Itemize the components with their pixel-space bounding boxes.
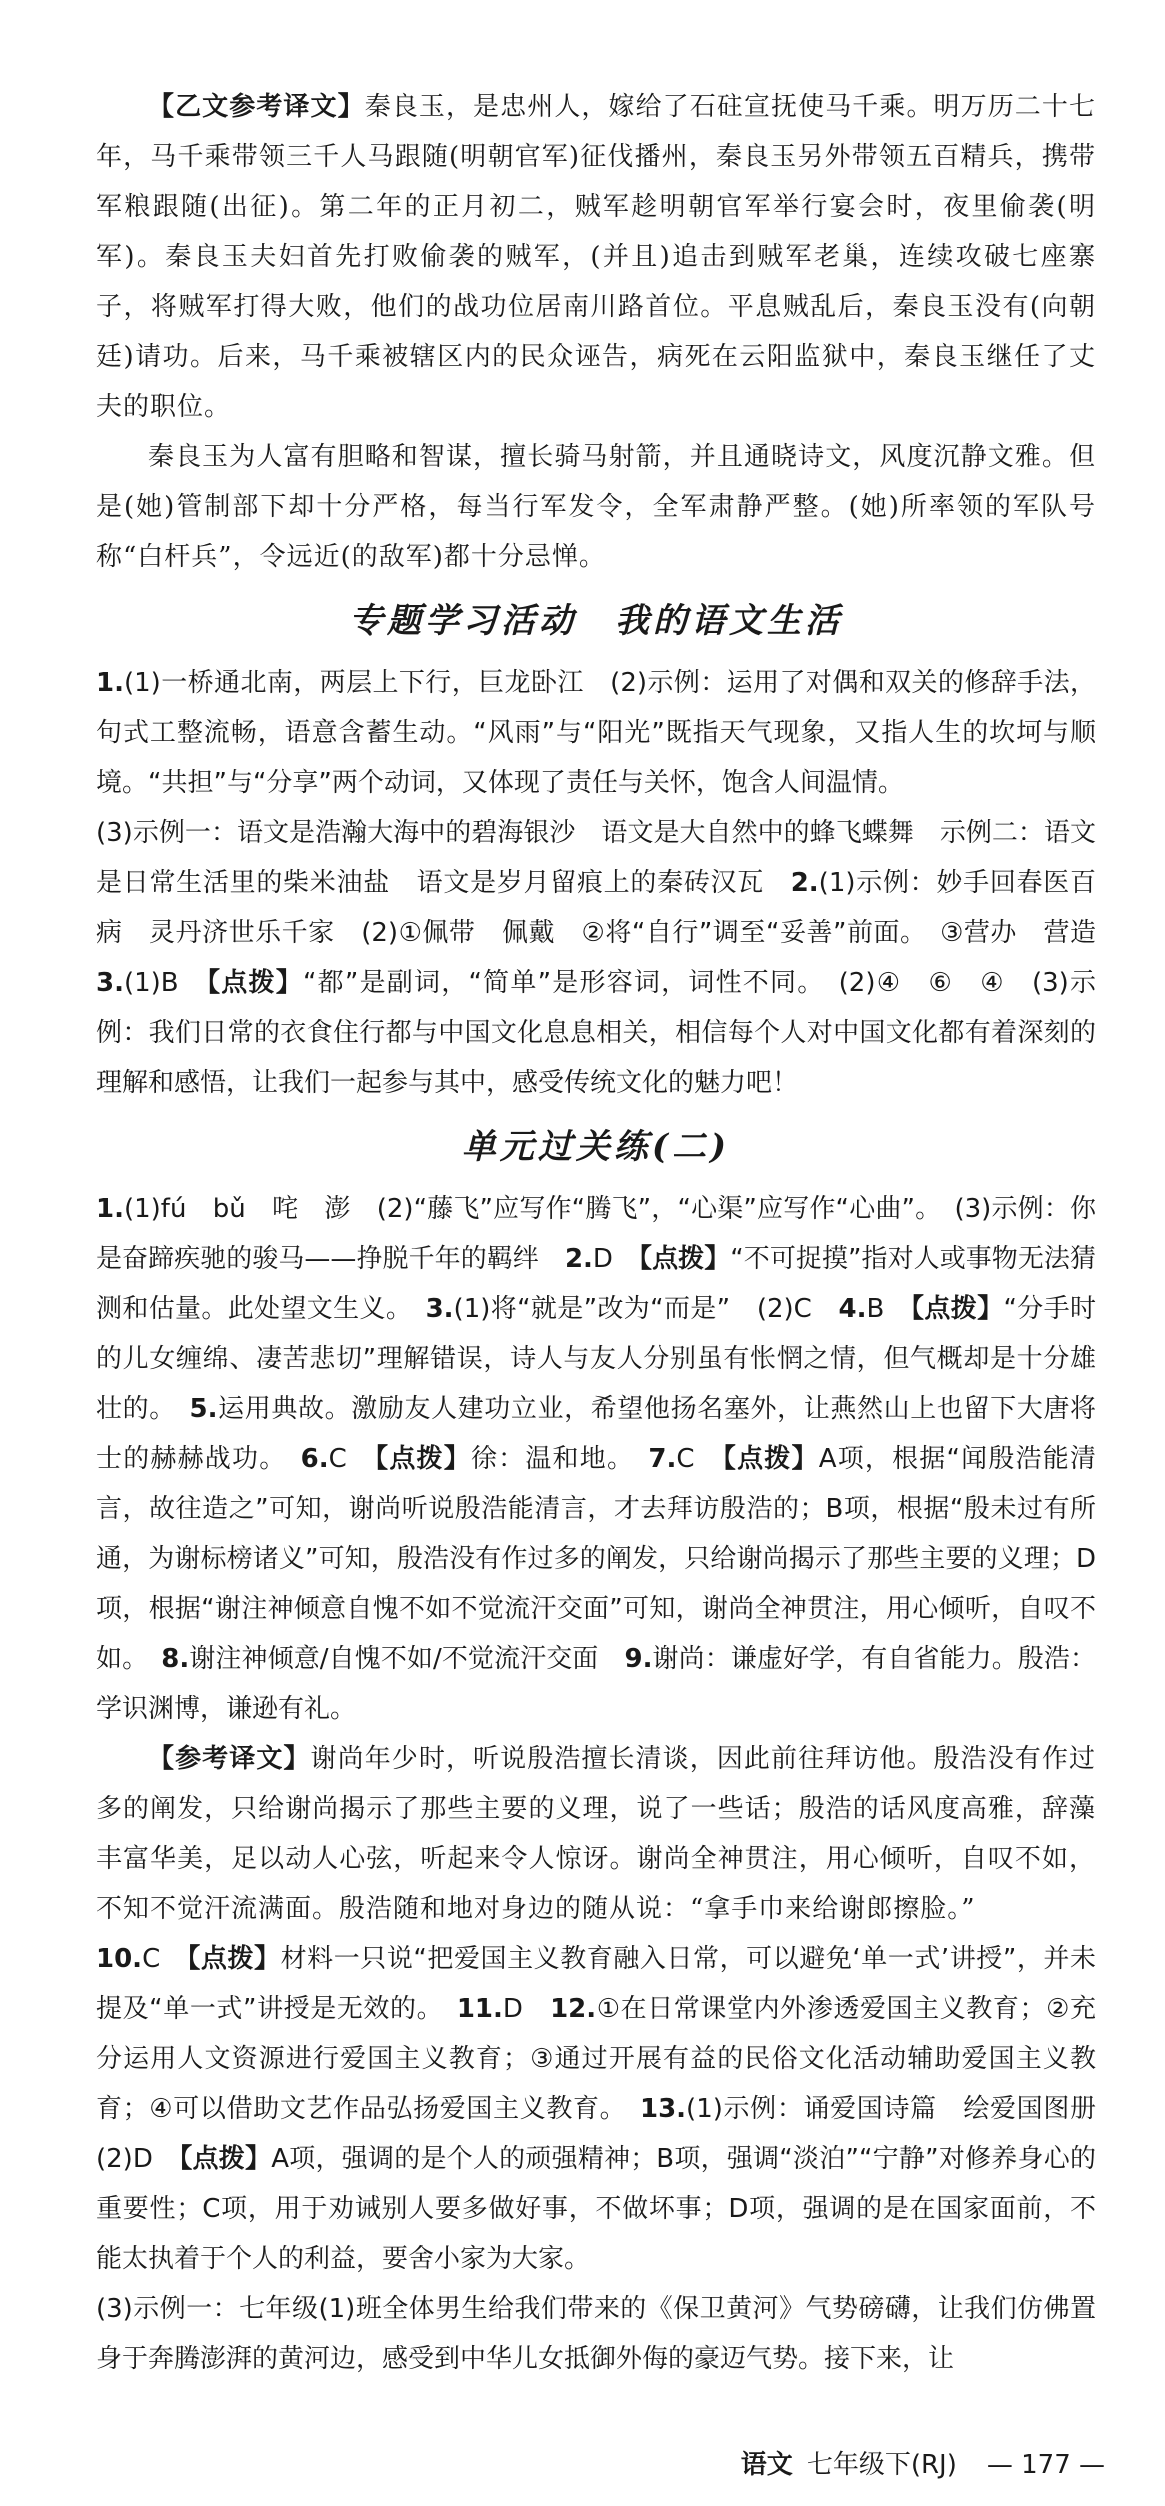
answer-text: (1)将“就是”改为“而是” (2)C [453, 1294, 839, 1324]
question-number: 5. [189, 1394, 218, 1424]
answer-text: “不可捉摸”指对人或事物无法猜测和估量。此处望文生义。 [96, 1244, 1096, 1324]
question-number: 6. [300, 1444, 329, 1474]
section-heading: 专题学习活动 我的语文生活 [349, 601, 843, 641]
question-number: 3. [425, 1294, 454, 1324]
translation-paragraph-1 [96, 82, 1096, 432]
answer-text: (1)fú bǔ 咤 澎 (2)“藤飞”应写作“腾飞”，“心渠”应写作“心曲”。 (3)示例：你是奋蹄疾驰的骏马——挣脱千年的羁绊 [96, 1194, 1096, 1274]
answer-text: 徐：温和地。 [470, 1444, 649, 1474]
question-number: 2. [790, 868, 819, 898]
question-number: 7. [648, 1444, 677, 1474]
section-label: 【参考译文】 [148, 1744, 311, 1774]
answer-text: (3)示例一：语文是浩瀚大海中的碧海银沙 语文是大自然中的蜂飞蝶舞 示例二：语文是日常生活里的柴米油盐 语文是岁月留痕上的秦砖汉瓦 [96, 818, 1096, 898]
answer-paragraph: (3)示例一：七年级(1)班全体男生给我们带来的《保卫黄河》气势磅礴，让我们仿佛置身于奔腾澎湃的黄河边，感受到中华儿女抵御外侮的豪迈气势。接下来，让 [96, 2294, 1096, 2374]
question-number: 8. [161, 1644, 190, 1674]
hint-label: 【点拨】 [179, 2144, 272, 2174]
hint-label: 【点拨】 [187, 1944, 281, 1974]
document-page [96, 82, 1123, 2384]
answer-text: D [592, 1244, 640, 1274]
answer-paragraph [96, 1934, 1123, 2284]
hint-label: 【点拨】 [207, 968, 303, 998]
section-label: 【乙文参考译文】 [148, 92, 365, 122]
answer-text: 材料一只说“把爱国主义教育融入日常，可以避免‘单一式’讲授”，并未提及“单一式”讲授是无效的。 [96, 1944, 1096, 2024]
footer-subject: 语文 [740, 2450, 793, 2480]
page-number: — 177 — [986, 2450, 1105, 2480]
section-heading: 单元过关练(二) [461, 1127, 731, 1167]
question-number: 12. [550, 1994, 597, 2024]
question-number: 4. [838, 1294, 867, 1324]
answer-text: 谢尚：谦虚好学，有自省能力。殷浩：学识渊博，谦逊有礼。 [96, 1644, 1096, 1724]
hint-label: 【点拨】 [722, 1444, 819, 1474]
answer-text: (1)一桥通北南，两层上下行，巨龙卧江 (2)示例：运用了对偶和双关的修辞手法，句式工整流畅，语意含蓄生动。“风雨”与“阳光”既指天气现象，又指人生的坎坷与顺境。“共担”与“分享”两个动词，又体现了责任与关怀，饱含人间温情。 [96, 668, 1096, 798]
answer-text: “都”是副词，“简单”是形容词，词性不同。 (2)④ ⑥ ④ (3)示例：我们日常的衣食住行都与中国文化息息相关，相信每个人对中国文化都有着深刻的理解和感悟，让我们一起参与其中，感受传统文化的魅力吧！ [96, 968, 1096, 1098]
question-number: 13. [639, 2094, 687, 2124]
answer-text: C [142, 1944, 188, 1974]
question-number: 9. [624, 1644, 653, 1674]
page-footer [741, 2444, 1105, 2481]
question-number: 3. [96, 968, 124, 998]
answer-paragraph [96, 808, 1123, 1108]
answer-text: A项，根据“闻殷浩能清言，故往造之”可知，谢尚听说殷浩能清言，才去拜访殷浩的；B项，根据“殷未过有所通，为谢标榜诸义”可知，殷浩没有作过多的阐发，只给谢尚揭示了那些主要的义理；D项，根据“谢注神倾意自愧不如不觉流汗交面”可知，谢尚全神贯注，用心倾听，自叹不如。 [96, 1444, 1096, 1674]
paragraph-text: 秦良玉，是忠州人，嫁给了石砫宣抚使马千乘。明万历二十七年，马千乘带领三千人马跟随(明朝官军)征伐播州，秦良玉另外带领五百精兵，携带军粮跟随(出征)。第二年的正月初二，贼军趁明朝官军举行宴会时，夜里偷袭(明军)。秦良玉夫妇首先打败偷袭的贼军，(并且)追击到贼军老巢，连续攻破七座寨子，将贼军打得大败，他们的战功位居南川路首位。平息贼乱后，秦良玉没有(向朝廷)请功。后来，马千乘被辖区内的民众诬告，病死在云阳监狱中，秦良玉继任了丈夫的职位。 [96, 92, 1096, 422]
answer-paragraph [96, 658, 1096, 808]
answer-text: B [866, 1294, 912, 1324]
answer-paragraph [96, 1184, 1096, 1734]
answer-text: C [328, 1444, 376, 1474]
hint-label: 【点拨】 [375, 1444, 471, 1474]
footer-grade: 七年级下(RJ) [806, 2450, 957, 2480]
answer-text: C [676, 1444, 723, 1474]
answer-text: 运用典故。激励友人建功立业，希望他扬名塞外，让燕然山上也留下大唐将士的赫赫战功。 [96, 1394, 1096, 1474]
question-number: 11. [456, 1994, 503, 2024]
answer-text: “分手时的儿女缠绵、凄苦悲切”理解错误，诗人与友人分别虽有怅惘之情，但气概却是十分雄壮的。 [96, 1294, 1096, 1424]
hint-label: 【点拨】 [911, 1294, 1004, 1324]
hint-label: 【点拨】 [639, 1244, 731, 1274]
answer-text: D [502, 1994, 551, 2024]
answer-text: ①在日常课堂内外渗透爱国主义教育；②充分运用人文资源进行爱国主义教育；③通过开展有益的民俗文化活动辅助爱国主义教育；④可以借助文艺作品弘扬爱国主义教育。 [96, 1994, 1096, 2124]
question-number: 1. [96, 1194, 124, 1224]
translation-paragraph-2: 秦良玉为人富有胆略和智谋，擅长骑马射箭，并且通晓诗文，风度沉静文雅。但是(她)管制部下却十分严格，每当行军发令，全军肃静严整。(她)所率领的军队号称“白杆兵”，令远近(的敌军)都十分忌惮。 [96, 442, 1096, 572]
answer-text: A项，强调的是个人的顽强精神；B项，强调“淡泊”“宁静”对修养身心的重要性；C项，用于劝诫别人要多做好事，不做坏事；D项，强调的是在国家面前，不能太执着于个人的利益，要舍小家为大家。 [96, 2144, 1096, 2274]
translation-paragraph-3 [96, 1734, 1096, 1934]
answer-text: 谢注神倾意/自愧不如/不觉流汗交面 [189, 1644, 625, 1674]
answer-text: (1)示例：妙手回春医百病 灵丹济世乐千家 (2)①佩带 佩戴 ②将“自行”调至“妥善”前面。 ③营办 营造 [96, 868, 1123, 948]
question-number: 1. [96, 668, 124, 698]
paragraph-text: 谢尚年少时，听说殷浩擅长清谈，因此前往拜访他。殷浩没有作过多的阐发，只给谢尚揭示了那些主要的义理，说了一些话；殷浩的话风度高雅，辞藻丰富华美，足以动人心弦，听起来令人惊讶。谢尚全神贯注，用心倾听，自叹不如，不知不觉汗流满面。殷浩随和地对身边的随从说：“拿手巾来给谢郎擦脸。” [96, 1744, 1096, 1924]
question-number: 2. [564, 1244, 593, 1274]
question-number: 10. [96, 1944, 143, 1974]
answer-text: (1)示例：诵爱国诗篇 绘爱国图册 (2)D [96, 2094, 1123, 2174]
answer-text: (1)B [123, 968, 208, 998]
